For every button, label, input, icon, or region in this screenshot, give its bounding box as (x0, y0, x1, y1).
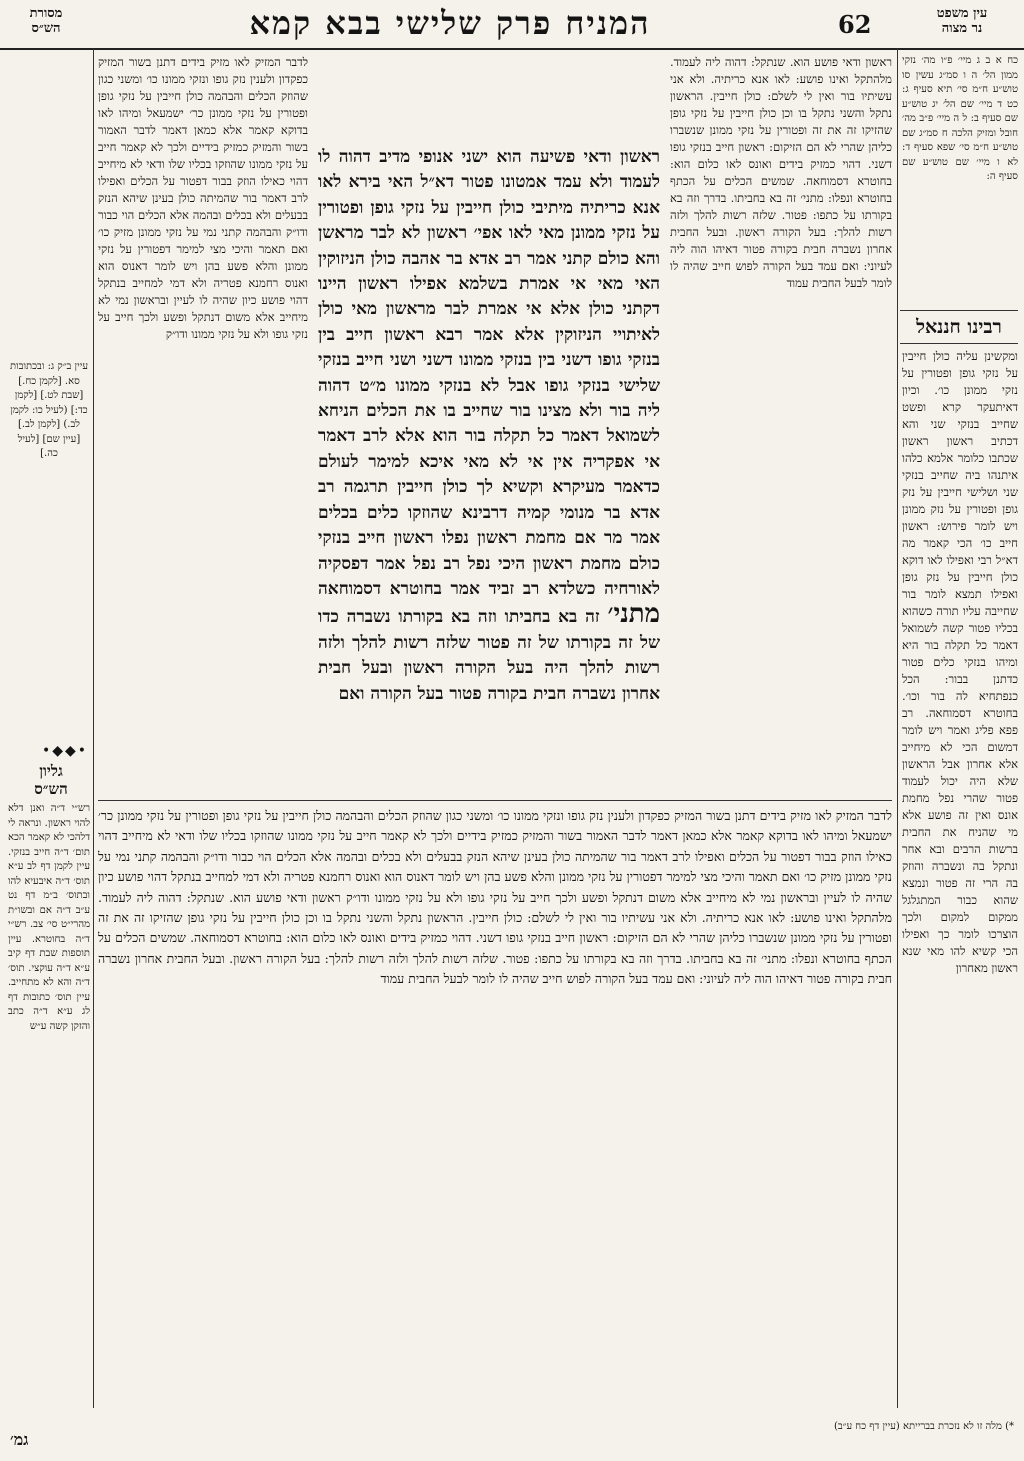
footnote: *) מלה זו לא נזכרת בברייתא (עיין דף כח ע״ב) (833, 1421, 1014, 1432)
gilyon-hashas-title: גליון הש״ס (34, 762, 68, 798)
mesoret-hashas-refs: עיין ב״ק ג: ובכתובות סא. [לקמן כח.] [שבת לט.] [לקמן כד:] (לעיל כו: לקמן לב.) [לקמן לב.] [עיין שם] [לעיל כה.] (9, 361, 89, 459)
tosafot-column: לדבר המזיק לאו מזיק בידים דתנן בשור המזיק כפקדון ולענין נזק גופו ונזקי ממונו כו׳ ומשני כגון שהוזק הכלים והבהמה כולן חייבין על נזקי גופן ופטורין על נזקי ממונן כר׳ ישמעאל ומיהו לאו בדוקא קאמר אלא כמאן דאמר לדבר האמור בשור והמזיק כמזיק בידיים ולכך לא קאמר חייב על נזקי ממונו שהוזקו בכליו שלו ודאי לא מיחייב דהוי כאילו הוזק בבור דפטור על הכלים ואפילו לרב דאמר בור שהמיתה כולן בעינן שיהא הנזק בבעלים ולא בכלים ובהמה אלא הכלים הוי כבור ודו״ק והבהמה קתני נמי על נזקי ממונן מזיק כו׳ ואם תאמר והיכי מצי למימר דפטורין על נזקי ממונן והלא פשע בהן ויש לומר דאנוס הוא ואנוס רחמנא פטריה ולא דמי למחייב בנתקל דהוי פושע כיון שהיה לו לעיין ובראשון נמי לא מיחייב אלא משום דנתקל ופשע ולכך חייב על נזקי גופו ולא על נזקי ממונו ודו״ק (98, 55, 308, 341)
column-divider (897, 48, 898, 1408)
rabbeinu-chananel-text: ומקשינן עליה כולן חייבין על נזקי גופן ופטורין על נזקי ממונן כו׳. וכיון דאיתעקר קרא ופשט שחייב בנזקי שני והא דכתיב ראשון ראשון שכתבו כלומר אלמא כלהו איתנהו ביה שחייב בנזקי שני ושלישי חייבין על נזק גופן ופטורין על נזק ממונן ויש לומר פירוש: ראשון חייב כו׳ הכי קאמר מה דא״ל רבי ואפילו לאו דוקא כולן חייבין על נזק גופן ואפילו תמצא לומר בור שחייבה עליו תורה כשהוא בכליו פטור קשה לשמואל דאמר כל תקלה בור היא ומיהו בנזקי כלים פטור כדתנן בבור: הכל כנפתחיא לה בור וכו׳. בחוטרא דסמוחאה. רב פפא פליג ואמר ויש לומר דמשום הכי לא מיחייב אלא אחרון אבל הראשון שלא היה יכול לעמוד פטור שהרי נפל מחמת אונס ואין זה פושע אלא מי שהניח את החבית ברשות הרבים ובא אחר ונתקל בה ונשברה והוזק בה הרי זה פטור ונמצא שהוא כבור המתגלגל ממקום למקום ולכך הוצרכו לומר כך ואפילו הכי קשיא להו מאי שנא ראשון מאחרון (902, 349, 1018, 975)
ein-mishpat: כח א ב ג מיי׳ פ״ו מה׳ נזקי ממון הל׳ ה ו סמ״ג עשין סו טוש״ע ח״מ סי׳ תיא סעיף ג: כט ד מיי׳ שם הל׳ יג טוש״ע שם סעיף ב: ל ה מיי׳ פ״ב מה׳ חובל ומזיק הלכה ח סמ״ג שם טוש״ע ח״מ סי׳ שפא סעיף ד: לא ו מיי׳ שם טוש״ע שם סעיף ה: (902, 55, 1018, 182)
page-title: המניח פרק שלישי בבא קמא (249, 4, 651, 42)
gilyon-hashas-text: רש״י ד״ה ואנן דלא להוי ראשון. ונראה לי דלהכי לא קאמר הכא תום׳ ד״ה חייב בנזקי. עיין לקמן דף לב ע״א תוס׳ ד״ה איבעיא להו ובתוס׳ ב״מ דף נט ע״ב ד״ה אם ובשו״ת מהרי״ט סי׳ צב. רש״י ד״ה בחוטרא. עיין תוספות שבת דף קיב ע״א ד״ה עוקצי. תוס׳ ד״ה והא לא מתחייב. עיין תוס׳ כתובות דף לג ע״א ד״ה כתב והזקן קשה ע״ש (8, 803, 90, 1032)
rabbeinu-chananel-title: רבינו חננאל (900, 310, 1018, 344)
mesoret-hashas-label: מסורת הש״ס (29, 6, 63, 36)
column-divider (93, 48, 94, 1408)
gemara-body: ראשון ודאי פשיעה הוא ישני אנופי מדיב דהוה לו לעמוד ולא עמד אמטונו פטור דא״ל האי בירא לאו אנא כריתיה מיתיבי כולן חייבין על נזקי גופן ופטורין על נזקי ממונן מאי לאו אפי׳ ראשון לא לבר מראשן והא כולם קתני אמר רב אדא בר אהבה כולן הניזוקין האי מאי אי אמרת בשלמא אפילו ראשון היינו דקתני כולן אלא אי אמרת לבר מראשון מאי כולן לאיתויי הניזוקין אלא אמר רבא ראשון חייב בין בנזקי גופו דשני בין בנזקי ממונו דשני ושני חייב בנזקי שלישי בנזקי גופו אבל לא בנזקי ממונו מ״ט דהוה ליה בור ולא מצינו בור שחייב בו את הכלים הניחא לשמואל דאמר כל תקלה בור הוא אלא לרב דאמר אי אפקריה אין אי לא מאי איכא למימר לעולם כדאמר מעיקרא וקשיא לך כולן חייבין תרגמה רב אדא בר מנומי קמיה דרבינא שהוזקו כלים בכלים אמר מר אם מחמת ראשון נפלו ראשון חייב בנזקי כולם מחמת ראשון היכי נפל רב נפל אמר דפסקיה לאורחיה כשלדא רב זביד אמר בחוטרא דסמוחאה (318, 147, 660, 599)
bottom-tosafot-continuation: לדבר המזיק לאו מזיק בידים דתנן בשור המזיק כפקדון ולענין נזק גופו ונזקי ממונו כו׳ ומשני כגון שהוזק הכלים והבהמה כולן חייבין על נזקי גופן ופטורין על נזקי ממונן כר׳ ישמעאל ומיהו לאו בדוקא קאמר אלא כמאן דאמר לדבר האמור בשור והמזיק כמזיק בידיים ולכך לא קאמר חייב על נזקי ממונו שהוזקו בכליו שלו ודאי לא מיחייב דהוי כאילו הוזק בבור דפטור על הכלים ואפילו לרב דאמר בור שהמיתה כולן בעינן שיהא הנזק בבעלים ולא בכלים ובהמה אלא הכלים הוי כבור ודו״ק והבהמה קתני נמי על נזקי ממונן מזיק כו׳ ואם תאמר והיכי מצי למימר דפטורין על נזקי ממונן והלא פשע בהן ויש לומר דאנוס הוא ואנוס רחמנא פטריה ולא דמי למחייב בנתקל דהוי פושע כיון שהיה לו לעיין ובראשון נמי לא מיחייב אלא משום דנתקל ופשע ולכך חייב על נזקי גופו ולא על נזקי ממונו ודו״ק (98, 808, 892, 905)
page-number: 62 (838, 10, 872, 39)
bottom-commentary (98, 806, 892, 1406)
page-header (0, 0, 1024, 50)
ein-mishpat-label: עין משפט נר מצוה (936, 6, 988, 36)
catchword: גמ׳ (10, 1430, 29, 1449)
gemara-main-text (318, 145, 660, 800)
section-divider (98, 800, 892, 801)
mishnah-text: זה בא בחביתו וזה בא בקורתו נשברה כדו של זה בקורתו של זה פטור שלזה רשות להלך ולזה רשות להלך היה בעל הקורה ראשון ובעל חבית אחרון נשברה חבית בקורה פטור בעל הקורה ואם (318, 607, 660, 704)
bottom-rashi-continuation: ראשון ודאי פושע הוא. שנתקל: דהוה ליה לעמוד. מלהתקל ואינו פושע: לאו אנא כריתיה. ולא אני עשיתיו בור ואין לי לשלם: כולן חייבין. הראשון נתקל והשני נתקל בו וכן כולן חייבין על נזקי גופן שהזיקו זה את זה ופטורין על נזקי ממונן שנשברו כליהן שהרי לא הם הזיקום: ראשון חייב בנזקי גופו דשני. דהוי כמזיק בידים ואונס לאו כלום הוא: בחוטרא דסמוחאה. שמשים הכלים על הכתף בחוטרא ונפלו: מתני׳ זה בא בחביתו. בדרך וזה בא בקורתו על כתפו: פטור. שלזה רשות להלך ולזה רשות להלך: בעל הקורה ראשון. ובעל החבית אחרון נשברה חבית בקורה פטור דאיהו הוה ליה לעיוני: ואם עמד בעל הקורה לפוש חייב שהיה לו לומר לבעל החבית עמוד (98, 889, 892, 987)
ornament-divider: •◆◆• (41, 743, 89, 759)
mishnah-label: מתני׳ (607, 599, 660, 630)
rashi-column: ראשון ודאי פושע הוא. שנתקל: דהוה ליה לעמוד. מלהתקל ואינו פושע: לאו אנא כריתיה. ולא אני עשיתיו בור ואין לי לשלם: כולן חייבין. הראשון נתקל והשני נתקל בו וכן כולן חייבין על נזקי גופן שהזיקו זה את זה ופטורין על נזקי ממונן שנשברו כליהן שהרי לא הם הזיקום: ראשון חייב בנזקי גופו דשני. דהוי כמזיק בידים ואונס לאו כלום הוא: בחוטרא דסמוחאה. שמשים הכלים על הכתף בחוטרא ונפלו: מתני׳ זה בא בחביתו. בדרך וזה בא בקורתו על כתפו: פטור. שלזה רשות להלך ולזה רשות להלך: בעל הקורה ראשון. ובעל החבית אחרון נשברה חבית בקורה פטור דאיהו הוה ליה לעיוני: ואם עמד בעל הקורה לפוש חייב שהיה לו לומר לבעל החבית עמוד (670, 55, 892, 290)
